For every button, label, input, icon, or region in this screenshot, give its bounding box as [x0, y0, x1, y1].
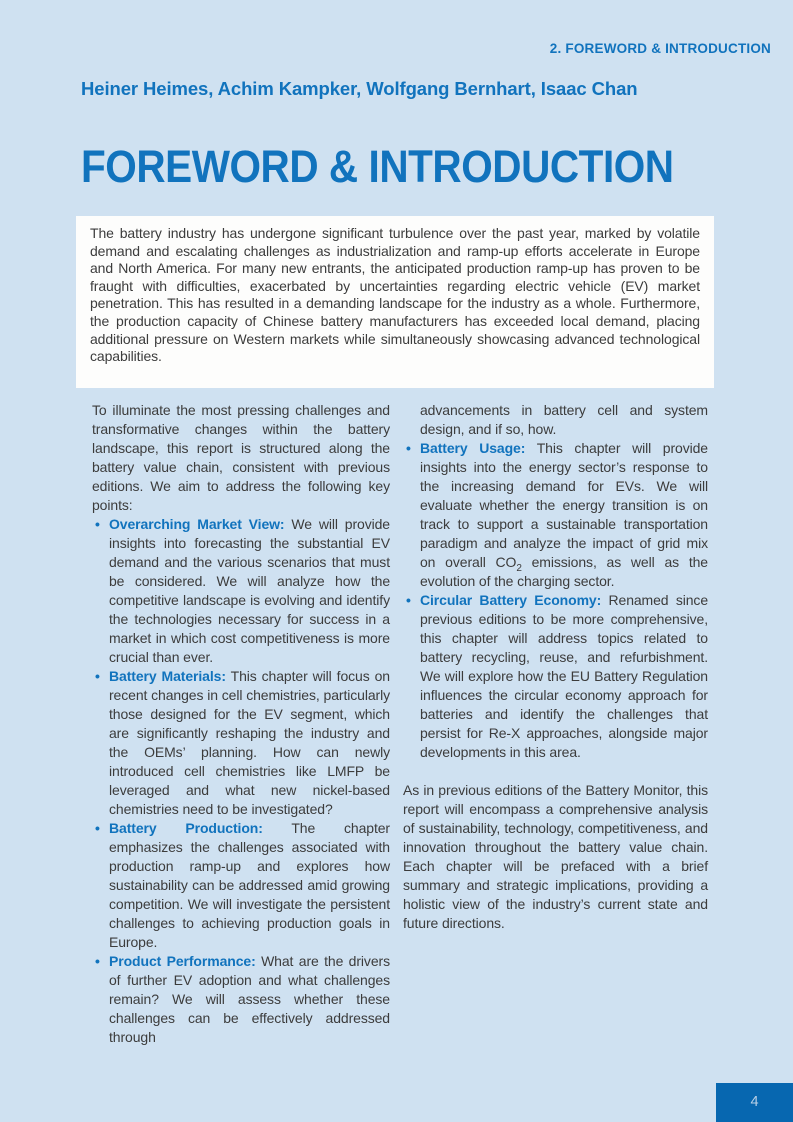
bullet-text: This chapter will focus on recent changes in cell chemistries, particularly those designed for the EV segment, which are significantly reshaping the industry and the OEMs’ planning. How can newly introduced cell chemistries like LMFP be leveraged and what new nickel-based chemistries need to be investigated? — [109, 668, 390, 817]
bullet-label: Battery Materials: — [109, 668, 226, 684]
body-columns — [92, 401, 708, 1047]
left-column — [92, 401, 390, 1047]
page-number-tab — [716, 1083, 793, 1122]
bullet-label: Circular Battery Economy: — [420, 592, 602, 608]
bullet-item-battery-production — [92, 819, 390, 952]
bullet-icon: • — [95, 668, 100, 684]
bullet-text: What are the drivers of further EV adoption and what challenges remain? We will assess whether these challenges can be effectively addressed through — [109, 953, 390, 1045]
bullet-continuation-text: advancements in battery cell and system design, and if so, how. — [420, 402, 708, 437]
summary-box — [76, 216, 714, 388]
bullet-item-battery-materials — [92, 667, 390, 819]
bullet-text: This chapter will provide insights into the energy sector’s response to the increasing demand for EVs. We will evaluate whether the energy transition is on track to support a sustainable transportation paradigm and analyze the impact of grid mix on overall CO — [420, 440, 708, 570]
authors-line: Heiner Heimes, Achim Kampker, Wolfgang Bernhart, Isaac Chan — [81, 78, 638, 99]
bullet-text: Renamed since previous editions to be more comprehensive, this chapter will address topics related to battery recycling, reuse, and refurbishment. We will explore how the EU Battery Regulation influences the circular economy approach for batteries and identify the challenges that persist for Re-X approaches, alongside major developments in this area. — [420, 592, 708, 760]
page-number: 4 — [750, 1094, 759, 1110]
bullet-item-product-performance — [92, 952, 390, 1047]
bullet-item-overarching-market-view — [92, 515, 390, 667]
page-title: FOREWORD & INTRODUCTION — [81, 141, 674, 192]
right-column — [403, 401, 708, 1047]
bullet-icon: • — [95, 516, 100, 532]
bullet-icon: • — [95, 820, 100, 836]
bullet-text-after-sub: emissions, as well as the evolution of the charging sector. — [420, 554, 708, 589]
bullet-label: Battery Production: — [109, 820, 263, 836]
bullet-icon: • — [406, 592, 411, 608]
bullet-label: Battery Usage: — [420, 440, 526, 456]
bullet-item-battery-usage — [403, 439, 708, 591]
closing-paragraph: As in previous editions of the Battery Monitor, this report will encompass a comprehensive analysis of sustainability, technology, competitiveness, and innovation throughout the battery value chain. Each chapter will be prefaced with a brief summary and strategic implications, providing a holistic view of the industry’s current state and future directions. — [403, 782, 708, 931]
bullet-label: Overarching Market View: — [109, 516, 285, 532]
running-header: 2. FOREWORD & INTRODUCTION — [549, 41, 771, 56]
intro-paragraph: To illuminate the most pressing challenges and transformative changes within the battery landscape, this report is structured along the battery value chain, consistent with previous editions. We aim to address the following key points: — [92, 402, 390, 513]
summary-text: The battery industry has undergone significant turbulence over the past year, marked by volatile demand and escalating challenges as industrialization and ramp-up efforts accelerate in Europe and North America. For many new entrants, the anticipated production ramp-up has proven to be fraught with difficulties, exacerbated by uncertainties regarding electric vehicle (EV) market penetration. This has resulted in a demanding landscape for the industry as a whole. Furthermore, the production capacity of Chinese battery manufacturers has exceeded local demand, placing additional pressure on Western markets while simultaneously showcasing advanced technological capabilities. — [90, 225, 700, 365]
bullet-label: Product Performance: — [109, 953, 256, 969]
bullet-item-circular-battery-economy — [403, 591, 708, 762]
bullet-icon: • — [95, 953, 100, 969]
bullet-text: The chapter emphasizes the challenges associated with production ramp-up and explores how sustainability can be addressed amid growing competition. We will investigate the persistent challenges to achieving production goals in Europe. — [109, 820, 390, 950]
bullet-text: We will provide insights into forecasting the substantial EV demand and the various scenarios that must be considered. We will analyze how the competitive landscape is evolving and identify the technologies necessary for success in a market in which cost competitiveness is more crucial than ever. — [109, 516, 390, 665]
co2-subscript: 2 — [516, 562, 522, 574]
bullet-icon: • — [406, 440, 411, 456]
